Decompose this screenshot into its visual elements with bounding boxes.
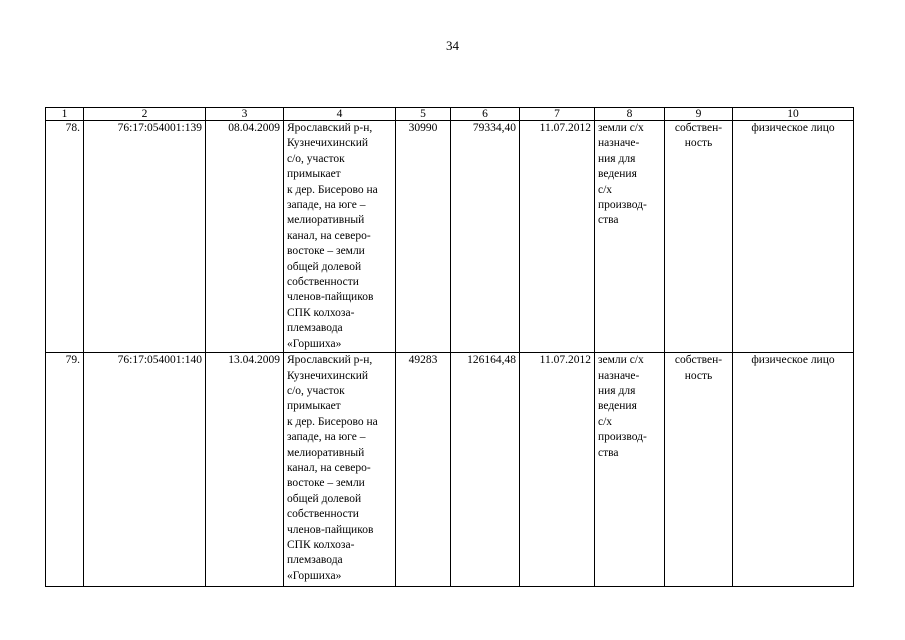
right-type: [665, 353, 733, 587]
category-line: с/х: [598, 415, 613, 428]
category-line: земли с/х: [598, 354, 644, 367]
location-line: племзавода: [287, 554, 343, 567]
header-row: [46, 108, 854, 121]
location-line: примыкает: [287, 168, 341, 181]
area: 30990: [396, 121, 451, 353]
location-line: «Горшиха»: [287, 337, 342, 350]
location-line: канал, на северо-: [287, 461, 371, 474]
column-header: 7: [520, 108, 595, 121]
right-type: [665, 121, 733, 353]
column-header: 1: [46, 108, 84, 121]
rights-date: 11.07.2012: [520, 121, 595, 353]
location-line: мелиоративный: [287, 446, 365, 459]
category-line: ния для: [598, 152, 636, 165]
cadastral-number: 76:17:054001:139: [84, 121, 206, 353]
cadastral-value: 79334,40: [451, 121, 520, 353]
category-line: ства: [598, 214, 619, 227]
location-line: СПК колхоза-: [287, 306, 355, 319]
location-line: «Горшиха»: [287, 569, 342, 582]
page-number: 34: [446, 38, 459, 53]
row-number: 79.: [46, 353, 84, 587]
area: 49283: [396, 353, 451, 587]
location-line: СПК колхоза-: [287, 538, 355, 551]
land-category: [595, 121, 665, 353]
category-line: ния для: [598, 384, 636, 397]
location-line: с/о, участок: [287, 384, 345, 397]
location-line: к дер. Бисерово на: [287, 183, 378, 196]
column-header: 10: [733, 108, 854, 121]
category-line: производ-: [598, 199, 647, 212]
category-line: земли с/х: [598, 122, 644, 134]
location-line: с/о, участок: [287, 152, 345, 165]
right-line: ность: [684, 369, 713, 382]
location-line: востоке – земли: [287, 477, 365, 490]
right-line: собствен-: [674, 354, 723, 367]
location-line: Кузнечихинский: [287, 137, 369, 150]
location-line: Ярославский р-н,: [287, 354, 373, 367]
location-line: членов-пайщиков: [287, 291, 374, 304]
location-line: общей долевой: [287, 260, 362, 273]
column-header: 9: [665, 108, 733, 121]
category-line: ведения: [598, 400, 637, 413]
location-line: к дер. Бисерово на: [287, 415, 378, 428]
table-row: [46, 121, 854, 353]
category-line: назначе-: [598, 137, 640, 150]
column-header: 2: [84, 108, 206, 121]
right-line: ность: [684, 137, 713, 150]
location-line: племзавода: [287, 322, 343, 335]
holder: физическое лицо: [733, 353, 854, 587]
location-line: западе, на юге –: [287, 431, 366, 444]
location-line: востоке – земли: [287, 245, 365, 258]
land-category: [595, 353, 665, 587]
table-row: [46, 353, 854, 587]
location-description: [284, 353, 396, 587]
column-header: 4: [284, 108, 396, 121]
column-header: 5: [396, 108, 451, 121]
location-line: общей долевой: [287, 492, 362, 505]
column-header: 6: [451, 108, 520, 121]
category-line: ства: [598, 446, 619, 459]
category-line: назначе-: [598, 369, 640, 382]
rights-date: 11.07.2012: [520, 353, 595, 587]
column-header: 3: [206, 108, 284, 121]
location-description: [284, 121, 396, 353]
right-line: собствен-: [674, 122, 723, 134]
registration-date: 08.04.2009: [206, 121, 284, 353]
category-line: ведения: [598, 168, 637, 181]
location-line: собственности: [287, 508, 359, 521]
location-line: мелиоративный: [287, 214, 365, 227]
location-line: канал, на северо-: [287, 229, 371, 242]
location-line: западе, на юге –: [287, 199, 366, 212]
cadastral-number: 76:17:054001:140: [84, 353, 206, 587]
location-line: Ярославский р-н,: [287, 122, 373, 134]
column-header: 8: [595, 108, 665, 121]
location-line: членов-пайщиков: [287, 523, 374, 536]
location-line: Кузнечихинский: [287, 369, 369, 382]
location-line: примыкает: [287, 400, 341, 413]
location-line: собственности: [287, 276, 359, 289]
cadastral-value: 126164,48: [451, 353, 520, 587]
holder: физическое лицо: [733, 121, 854, 353]
row-number: 78.: [46, 121, 84, 353]
category-line: производ-: [598, 431, 647, 444]
registration-date: 13.04.2009: [206, 353, 284, 587]
land-registry-table: [45, 107, 854, 587]
category-line: с/х: [598, 183, 613, 196]
